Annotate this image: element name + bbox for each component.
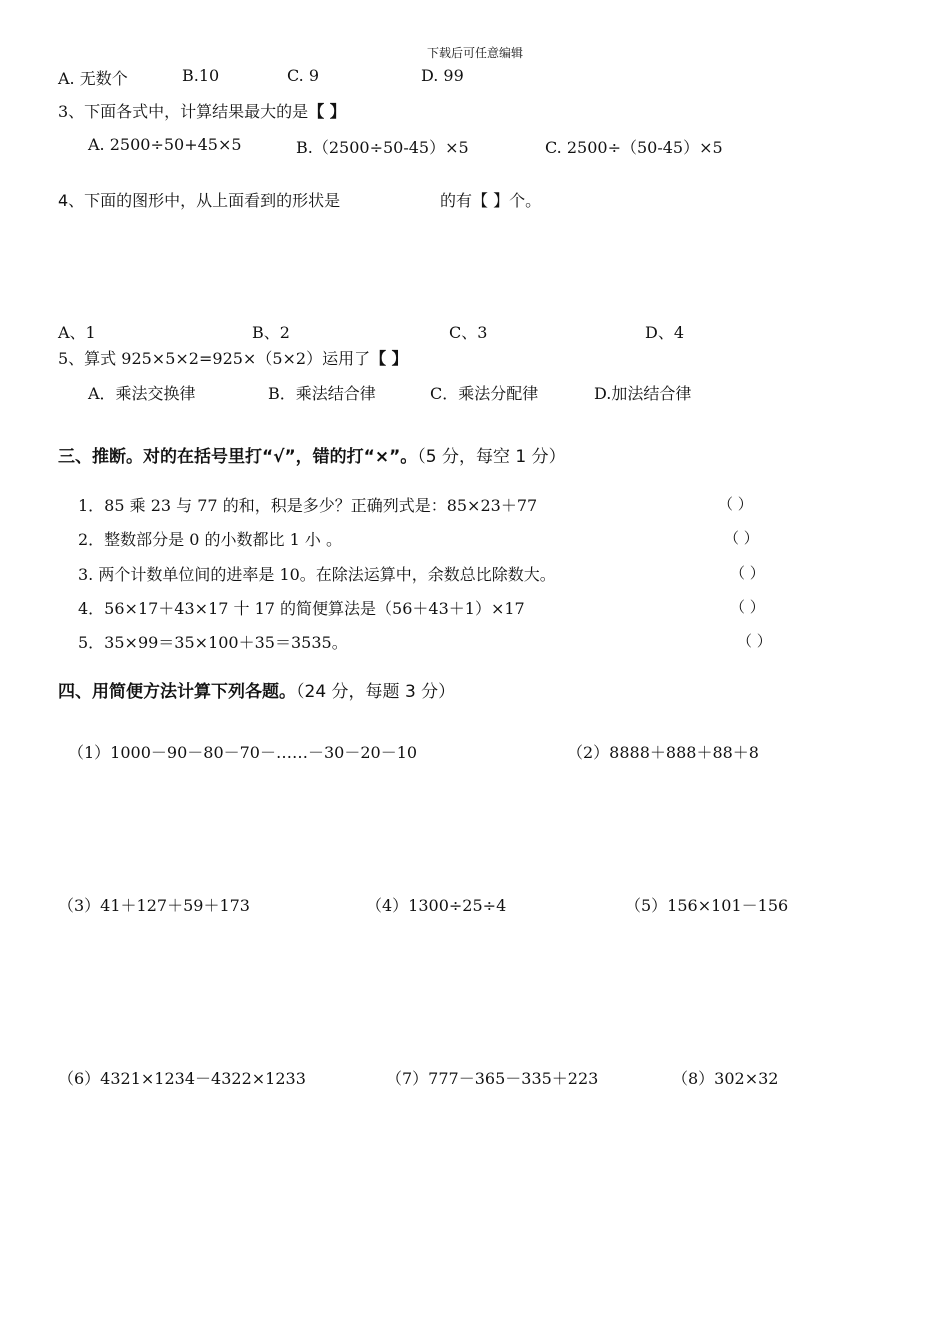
judge-answer-5: （ ）	[737, 632, 772, 650]
q5-option-b: B．乘法结合律	[268, 384, 376, 403]
q3-stem-text: 3、下面各式中，计算结果最大的是	[58, 102, 309, 121]
q5-option-c: C．乘法分配律	[430, 384, 539, 403]
q5-stem-text: 5、算式 925×5×2=925×（5×2）运用了	[58, 349, 371, 368]
q4-option-a: A、1	[58, 323, 96, 342]
q3-option-a: A. 2500÷50+45×5	[88, 135, 242, 154]
q3-answer-bracket: 【 】	[308, 102, 346, 121]
calc-problem-6: （6）4321×1234－4322×1233	[58, 1069, 306, 1088]
q2-option-b: B.10	[182, 66, 220, 85]
judge-item-3: 3. 两个计数单位间的进率是 10。在除法运算中，余数总比除数大。	[78, 565, 556, 584]
q5-answer-bracket: 【 】	[370, 349, 408, 368]
q2-option-c: C. 9	[287, 66, 320, 85]
q3-option-c: C. 2500÷（50-45）×5	[545, 138, 723, 157]
q2-option-d: D. 99	[421, 66, 464, 85]
calc-problem-1: （1）1000－90－80－70－……－30－20－10	[68, 743, 418, 762]
page-header: 下载后可任意编辑	[426, 46, 523, 60]
q4-option-b: B、2	[252, 323, 290, 342]
section3-title: 三、推断。对的在括号里打“√”，错的打“×”。	[58, 447, 418, 467]
q5-stem	[58, 346, 408, 369]
judge-answer-2: （ ）	[724, 529, 759, 547]
q2-option-a: A. 无数个	[58, 69, 128, 88]
section4-score: （24 分，每题 3 分）	[296, 682, 456, 702]
judge-item-4: 4．56×17＋43×17 十 17 的简便算法是（56＋43＋1）×17	[78, 599, 525, 618]
section3-heading	[58, 442, 566, 467]
calc-problem-3: （3）41＋127＋59＋173	[58, 896, 250, 915]
q5-option-d: D.加法结合律	[594, 384, 692, 403]
q3-stem	[58, 99, 346, 122]
q4-tail: 的有【 】个。	[440, 191, 542, 210]
judge-item-5: 5．35×99＝35×100＋35＝3535。	[78, 633, 348, 652]
section4-heading	[58, 677, 455, 702]
calc-problem-5: （5）156×101－156	[625, 896, 789, 915]
judge-answer-1: （ ）	[718, 495, 753, 513]
q5-option-a: A．乘法交换律	[88, 384, 196, 403]
calc-problem-8: （8）302×32	[672, 1069, 779, 1088]
section3-score: （5 分，每空 1 分）	[417, 447, 566, 467]
calc-problem-2: （2）8888＋888＋88＋8	[567, 743, 759, 762]
q4-stem: 4、下面的图形中，从上面看到的形状是	[58, 191, 341, 210]
judge-item-1: 1．85 乘 23 与 77 的和，积是多少？正确列式是：85×23＋77	[78, 496, 538, 515]
calc-problem-7: （7）777－365－335＋223	[386, 1069, 599, 1088]
q3-option-b: B.（2500÷50-45）×5	[296, 138, 469, 157]
q4-option-c: C、3	[449, 323, 488, 342]
judge-answer-3: （ ）	[730, 564, 765, 582]
judge-item-2: 2．整数部分是 0 的小数都比 1 小 。	[78, 530, 342, 549]
section4-title: 四、用简便方法计算下列各题。	[58, 682, 296, 702]
calc-problem-4: （4）1300÷25÷4	[366, 896, 507, 915]
q4-option-d: D、4	[645, 323, 685, 342]
judge-answer-4: （ ）	[730, 598, 765, 616]
